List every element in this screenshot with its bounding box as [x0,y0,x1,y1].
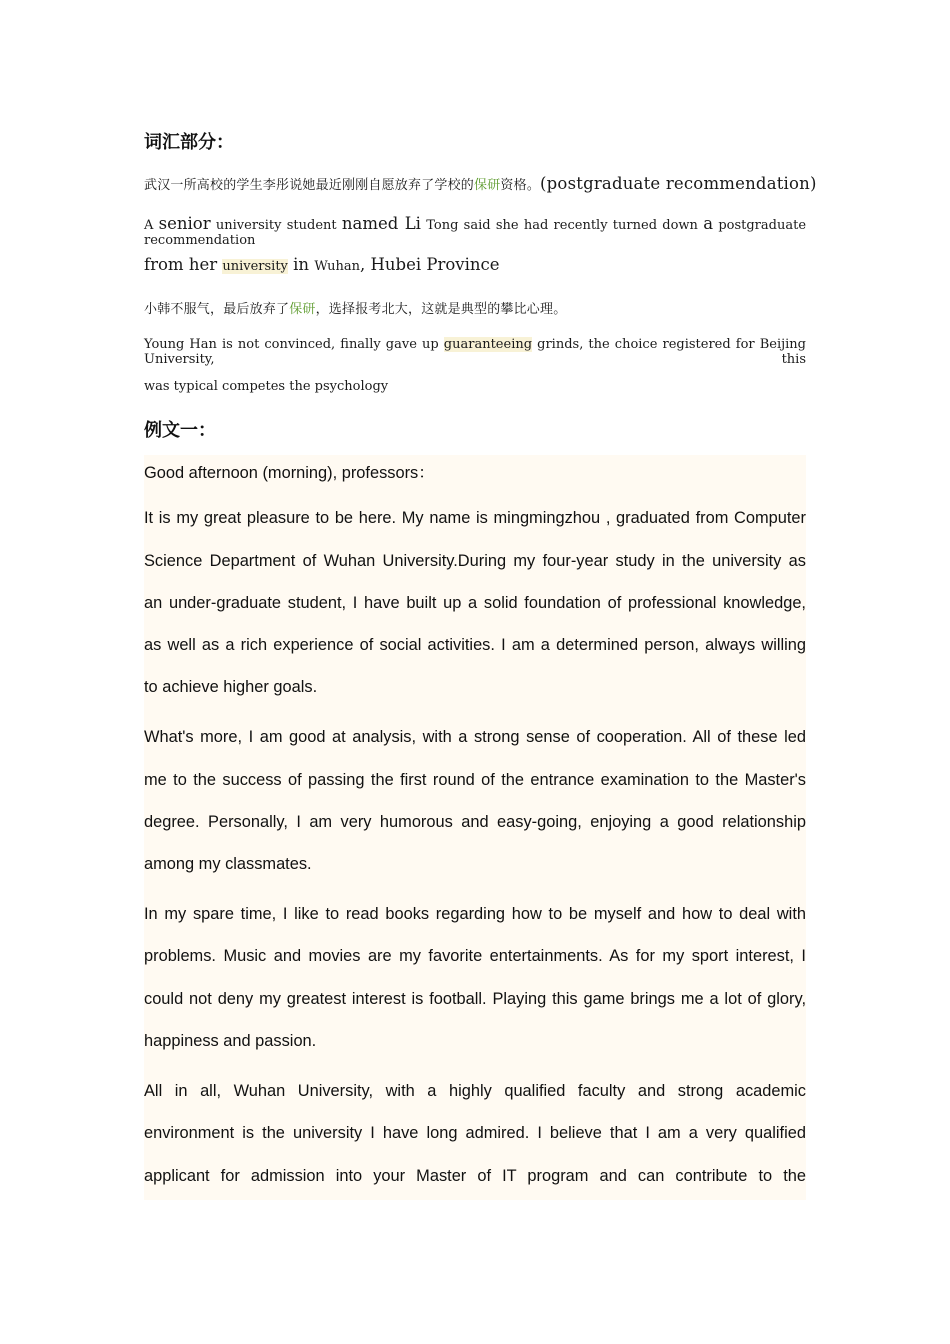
vocab-line-3 [144,255,806,274]
essay-greeting: Good afternoon (morning), professors： [144,464,435,482]
essay-p2-line: What's more, I am good at analysis, with a strong sense of cooperation. All of these led [144,728,806,746]
text-wuhan: Wuhan [314,259,361,274]
vocab-line-4 [144,298,806,317]
essay-p4-line: applicant for admission into your Master of IT program and can contribute to the [144,1167,806,1185]
text-in: in [287,255,315,274]
essay-p2-line: me to the success of passing the first round of the entrance examination to the Master's [144,771,806,789]
term-baoyan: 保研 [474,178,501,193]
text-tong-said: Tong said she had recently turned down [420,218,704,233]
term-baoyan-2: 保研 [289,302,316,317]
text-senior: senior [158,214,211,233]
text-a: A [144,218,159,233]
vocab-line-5-post: grinds, the choice registered for Beijing University, this [144,337,806,367]
vocab-line-2 [144,214,806,248]
vocab-line-5-pre: Young Han is not convinced, finally gave up [144,337,444,352]
vocab-line-1-english: (postgraduate recommendation) [540,174,817,193]
essay-p3-line: In my spare time, I like to read books regarding how to be myself and how to deal with [144,905,806,923]
text-postgraduate-recommendation: postgraduate recommendation [144,218,807,248]
text-named-li: named Li [341,214,421,233]
vocab-line-4-post: ，选择报考北大，这就是典型的攀比心理。 [315,302,567,317]
essay-p1-line: It is my great pleasure to be here. My name is mingmingzhou , graduated from Computer [144,509,806,527]
essay-p3-line: problems. Music and movies are my favorite entertainments. As for my sport interest, I [144,947,806,965]
essay-p1-line: to achieve higher goals. [144,678,318,696]
essay-heading: 例文一： [144,420,216,441]
essay-p2-line: degree. Personally, I am very humorous and easy-going, enjoying a good relationship [144,813,806,831]
vocab-line-5 [144,337,806,367]
vocab-line-1 [144,174,817,193]
text-a2: a [703,214,714,233]
text-hubei-province: , Hubei Province [360,255,500,274]
vocab-heading: 词汇部分： [144,132,234,153]
vocab-line-6: was typical competes the psychology [144,379,389,394]
essay-p4-line: environment is the university I have long admired. I believe that I am a very qualified [144,1124,806,1142]
term-university: university [222,259,288,274]
vocab-line-1-post: 资格。 [500,178,541,193]
essay-p1-line: as well as a rich experience of social activities. I am a determined person, always willing [144,636,806,654]
essay-p1-line: an under-graduate student, I have built up a solid foundation of professional knowledge, [144,594,806,612]
text-university-student: university student [210,218,342,233]
essay-p1-line: Science Department of Wuhan University.During my four-year study in the university as [144,552,806,570]
essay-p3-line: could not deny my greatest interest is football. Playing this game brings me a lot of glory, [144,990,806,1008]
essay-p4-line: All in all, Wuhan University, with a highly qualified faculty and strong academic [144,1082,806,1100]
term-guaranteeing: guaranteeing [443,337,533,352]
essay-p3-line: happiness and passion. [144,1032,317,1050]
vocab-line-4-pre: 小韩不服气，最后放弃了 [144,302,290,317]
text-from-her: from her [144,255,223,274]
vocab-line-1-pre: 武汉一所高校的学生李彤说她最近刚刚自愿放弃了学校的 [144,178,475,193]
essay-p2-line: among my classmates. [144,855,312,873]
